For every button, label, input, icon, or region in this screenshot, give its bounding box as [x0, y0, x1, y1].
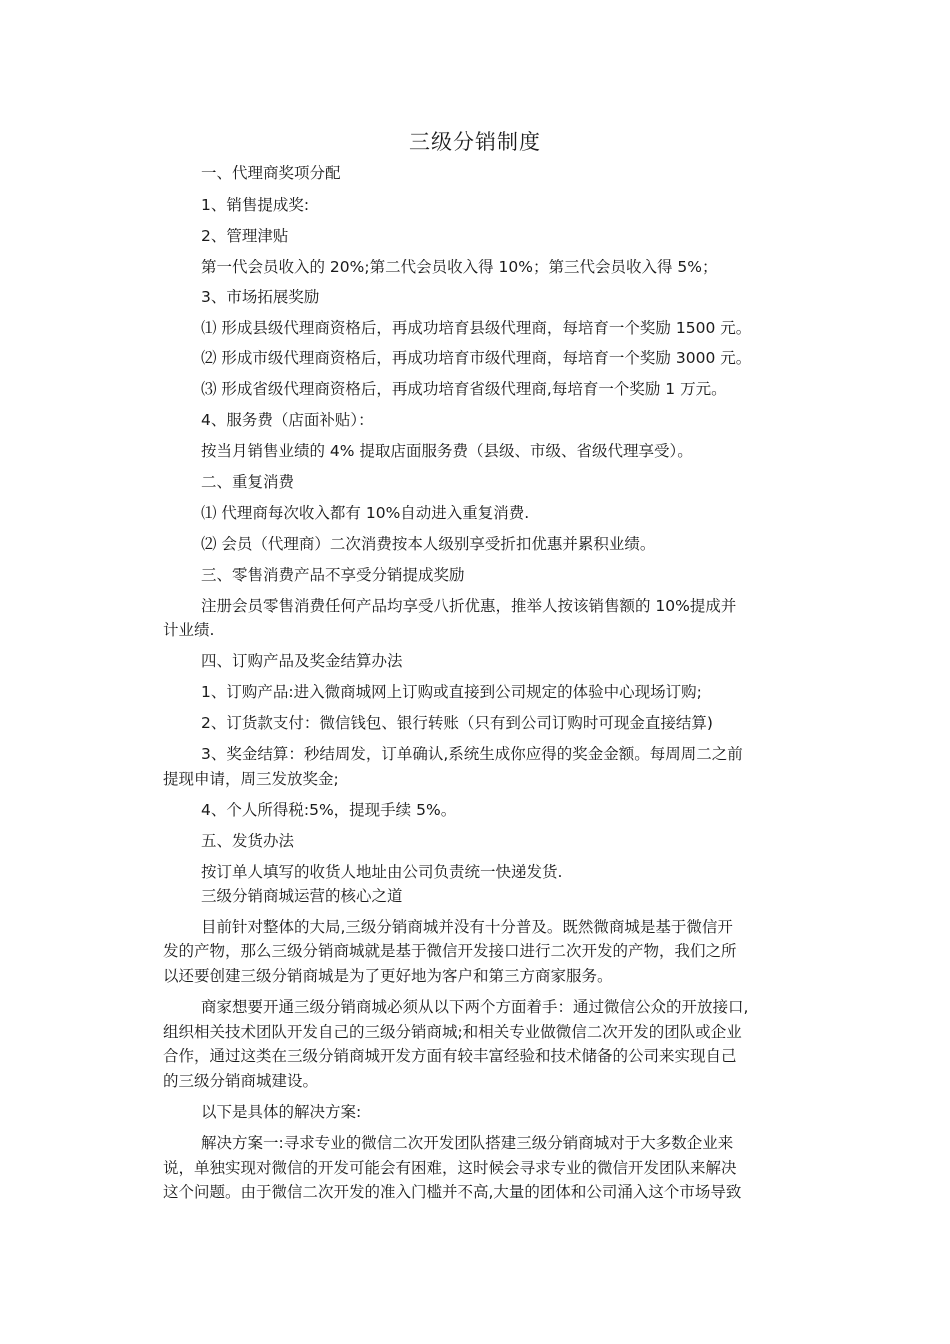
paragraph-line: 计业绩. — [163, 621, 215, 639]
list-item: 4、服务费（店面补贴）： — [201, 411, 374, 429]
list-item: ⑵ 会员（代理商）二次消费按本人级别享受折扣优惠并累积业绩。 — [201, 535, 656, 553]
paragraph-line: 组织相关技术团队开发自己的三级分销商城;和相关专业做微信二次开发的团队或企业 — [163, 1023, 742, 1041]
section-heading: 五、发货办法 — [201, 832, 295, 850]
paragraph-line: 发的产物，那么三级分销商城就是基于微信开发接口进行二次开发的产物，我们之所 — [163, 942, 737, 960]
page-title: 三级分销制度 — [409, 130, 541, 154]
list-item: ⑴ 代理商每次收入都有 10%自动进入重复消费. — [201, 504, 530, 522]
list-item: 1、销售提成奖: — [201, 196, 310, 214]
paragraph-line: 商家想要开通三级分销商城必须从以下两个方面着手：通过微信公众的开放接口, — [201, 998, 749, 1016]
paragraph-line: 说，单独实现对微信的开发可能会有困难，这时候会寻求专业的微信开发团队来解决 — [163, 1159, 737, 1177]
section-heading: 四、订购产品及奖金结算办法 — [201, 652, 403, 670]
list-item: ⑶ 形成省级代理商资格后，再成功培育省级代理商,每培育一个奖励 1 万元。 — [201, 380, 727, 398]
paragraph-line: 提现申请，周三发放奖金; — [163, 770, 339, 788]
list-item: 1、订购产品:进入微商城网上订购或直接到公司规定的体验中心现场订购; — [201, 683, 702, 701]
paragraph-line: 按当月销售业绩的 4% 提取店面服务费（县级、市级、省级代理享受）。 — [201, 442, 693, 460]
list-item: 2、管理津贴 — [201, 227, 289, 245]
section-heading: 三级分销商城运营的核心之道 — [201, 887, 403, 905]
list-item: 4、个人所得税:5%，提现手续 5%。 — [201, 801, 457, 819]
paragraph-line: 按订单人填写的收货人地址由公司负责统一快递发货. — [201, 863, 563, 881]
list-item: 2、订货款支付：微信钱包、银行转账（只有到公司订购时可现金直接结算) — [201, 714, 713, 732]
list-item: ⑴ 形成县级代理商资格后，再成功培育县级代理商，每培育一个奖励 1500 元。 — [201, 319, 752, 337]
paragraph-line: 的三级分销商城建设。 — [163, 1072, 319, 1090]
list-item: ⑵ 形成市级代理商资格后，再成功培育市级代理商，每培育一个奖励 3000 元。 — [201, 349, 752, 367]
paragraph-line: 第一代会员收入的 20%;第二代会员收入得 10%；第三代会员收入得 5%； — [201, 258, 718, 276]
paragraph-line: 目前针对整体的大局,三级分销商城并没有十分普及。既然微商城是基于微信开 — [201, 918, 733, 936]
paragraph-line: 以下是具体的解决方案: — [201, 1103, 362, 1121]
section-heading: 一、代理商奖项分配 — [201, 164, 341, 182]
paragraph-line: 合作，通过这类在三级分销商城开发方面有较丰富经验和技术储备的公司来实现自己 — [163, 1047, 737, 1065]
paragraph-line: 这个问题。由于微信二次开发的准入门槛并不高,大量的团体和公司涌入这个市场导致 — [163, 1183, 742, 1201]
paragraph-line: 注册会员零售消费任何产品均享受八折优惠，推举人按该销售额的 10%提成并 — [201, 597, 737, 615]
section-heading: 三、零售消费产品不享受分销提成奖励 — [201, 566, 465, 584]
paragraph-line: 解决方案一:寻求专业的微信二次开发团队搭建三级分销商城对于大多数企业来 — [201, 1134, 734, 1152]
paragraph-line: 以还要创建三级分销商城是为了更好地为客户和第三方商家服务。 — [163, 967, 613, 985]
list-item: 3、奖金结算：秒结周发，订单确认,系统生成你应得的奖金金额。每周周二之前 — [201, 745, 743, 763]
list-item: 3、市场拓展奖励 — [201, 288, 320, 306]
section-heading: 二、重复消费 — [201, 473, 295, 491]
